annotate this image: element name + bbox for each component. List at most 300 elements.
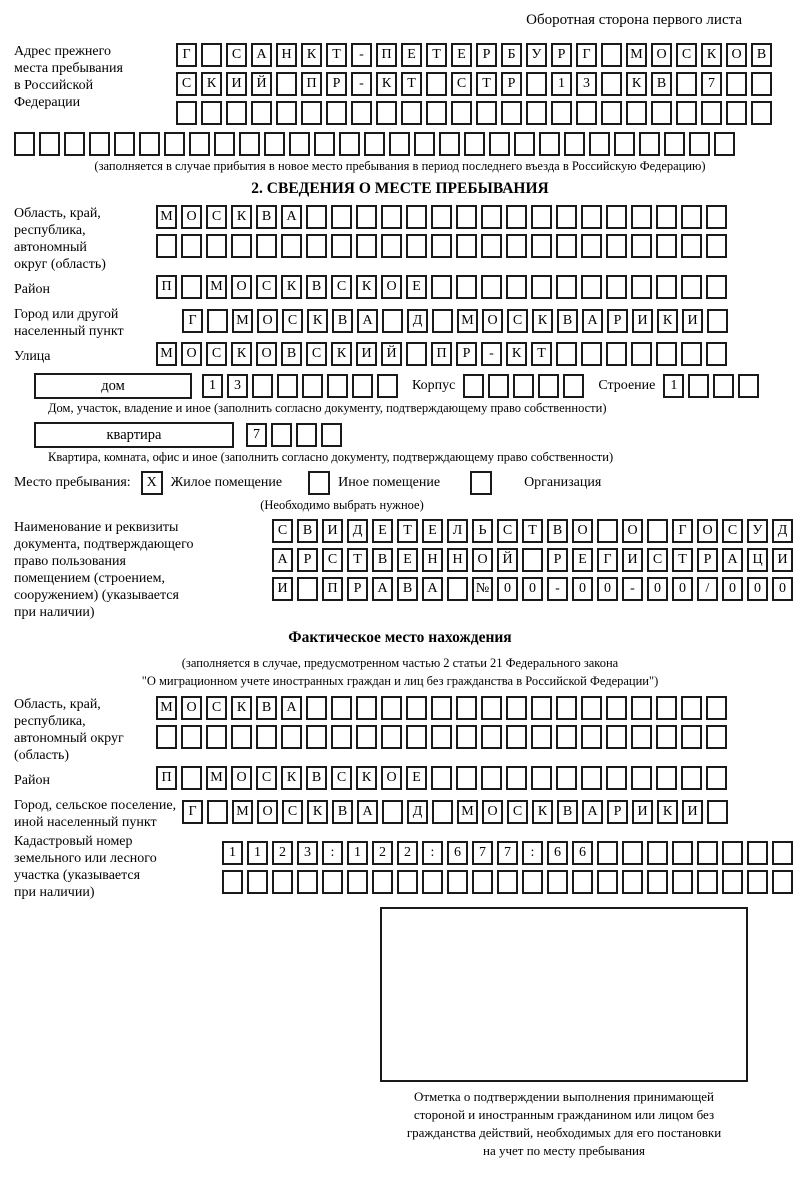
char-cell[interactable] [181,725,202,749]
char-cell[interactable] [406,205,427,229]
char-cell[interactable] [672,870,693,894]
char-cell[interactable] [656,275,677,299]
char-cell[interactable]: С [647,548,668,572]
char-cell[interactable] [201,43,222,67]
char-cell[interactable]: М [232,309,253,333]
char-cell[interactable] [688,374,709,398]
char-cell[interactable] [281,725,302,749]
char-cell[interactable]: П [431,342,452,366]
char-cell[interactable]: 3 [576,72,597,96]
char-cell[interactable] [331,234,352,258]
char-cell[interactable] [231,725,252,749]
char-cell[interactable] [296,423,317,447]
char-cell[interactable] [406,342,427,366]
char-cell[interactable] [738,374,759,398]
char-cell[interactable]: Р [551,43,572,67]
char-cell[interactable] [456,696,477,720]
char-cell[interactable]: С [676,43,697,67]
char-cell[interactable]: Й [381,342,402,366]
char-cell[interactable] [689,132,710,156]
char-cell[interactable]: К [231,696,252,720]
char-cell[interactable] [207,800,228,824]
char-cell[interactable] [381,205,402,229]
char-cell[interactable]: К [376,72,397,96]
char-cell[interactable] [656,766,677,790]
char-cell[interactable]: О [231,766,252,790]
char-cell[interactable] [751,72,772,96]
char-cell[interactable]: Е [422,519,443,543]
char-cell[interactable]: С [497,519,518,543]
char-cell[interactable] [222,870,243,894]
char-cell[interactable]: К [307,800,328,824]
char-cell[interactable]: Й [251,72,272,96]
char-cell[interactable] [681,275,702,299]
char-cell[interactable]: М [156,342,177,366]
char-cell[interactable] [606,696,627,720]
char-cell[interactable]: В [547,519,568,543]
checkbox-organization[interactable] [470,471,492,495]
char-cell[interactable]: 1 [202,374,223,398]
char-cell[interactable] [356,234,377,258]
char-cell[interactable] [297,577,318,601]
char-cell[interactable] [622,870,643,894]
char-cell[interactable]: С [451,72,472,96]
char-cell[interactable] [697,841,718,865]
char-cell[interactable] [481,275,502,299]
char-cell[interactable]: О [181,342,202,366]
char-cell[interactable]: - [351,43,372,67]
char-cell[interactable] [772,841,793,865]
char-cell[interactable]: 0 [672,577,693,601]
char-cell[interactable] [726,101,747,125]
char-cell[interactable]: 7 [472,841,493,865]
char-cell[interactable] [556,342,577,366]
char-cell[interactable]: М [206,275,227,299]
char-cell[interactable]: О [381,275,402,299]
char-cell[interactable]: Т [397,519,418,543]
char-cell[interactable] [397,870,418,894]
char-cell[interactable]: - [547,577,568,601]
char-cell[interactable]: А [372,577,393,601]
char-cell[interactable]: К [201,72,222,96]
char-cell[interactable] [656,725,677,749]
char-cell[interactable]: 0 [522,577,543,601]
char-cell[interactable]: 0 [772,577,793,601]
char-cell[interactable] [697,870,718,894]
char-cell[interactable]: О [181,205,202,229]
char-cell[interactable] [631,205,652,229]
char-cell[interactable]: С [176,72,197,96]
char-cell[interactable] [364,132,385,156]
char-cell[interactable]: Т [426,43,447,67]
char-cell[interactable]: 0 [572,577,593,601]
char-cell[interactable]: О [181,696,202,720]
char-cell[interactable]: К [281,766,302,790]
char-cell[interactable] [281,234,302,258]
char-cell[interactable] [264,132,285,156]
char-cell[interactable] [551,101,572,125]
char-cell[interactable] [501,101,522,125]
char-cell[interactable]: В [297,519,318,543]
char-cell[interactable] [64,132,85,156]
char-cell[interactable] [622,841,643,865]
char-cell[interactable] [656,205,677,229]
char-cell[interactable]: О [622,519,643,543]
house-type-box[interactable]: дом [34,373,192,399]
char-cell[interactable]: Г [672,519,693,543]
char-cell[interactable]: Г [597,548,618,572]
char-cell[interactable] [339,132,360,156]
char-cell[interactable] [597,870,618,894]
char-cell[interactable] [747,841,768,865]
char-cell[interactable] [439,132,460,156]
char-cell[interactable]: М [156,696,177,720]
char-cell[interactable] [506,275,527,299]
char-cell[interactable] [626,101,647,125]
char-cell[interactable]: Н [447,548,468,572]
char-cell[interactable] [406,696,427,720]
char-cell[interactable]: 3 [297,841,318,865]
char-cell[interactable]: В [751,43,772,67]
char-cell[interactable]: П [301,72,322,96]
char-cell[interactable] [506,696,527,720]
char-cell[interactable]: С [256,766,277,790]
char-cell[interactable] [556,725,577,749]
char-cell[interactable] [606,234,627,258]
char-cell[interactable] [614,132,635,156]
char-cell[interactable]: 0 [647,577,668,601]
char-cell[interactable] [707,309,728,333]
char-cell[interactable] [606,342,627,366]
char-cell[interactable]: К [506,342,527,366]
char-cell[interactable] [681,696,702,720]
char-cell[interactable]: В [306,766,327,790]
char-cell[interactable] [531,696,552,720]
char-cell[interactable] [256,725,277,749]
char-cell[interactable]: Р [476,43,497,67]
char-cell[interactable]: А [281,696,302,720]
char-cell[interactable]: С [507,309,528,333]
char-cell[interactable] [681,766,702,790]
char-cell[interactable] [506,725,527,749]
char-cell[interactable]: И [226,72,247,96]
char-cell[interactable] [681,234,702,258]
char-cell[interactable]: О [381,766,402,790]
char-cell[interactable]: Т [326,43,347,67]
char-cell[interactable] [681,205,702,229]
char-cell[interactable] [326,101,347,125]
char-cell[interactable]: Т [522,519,543,543]
char-cell[interactable] [481,234,502,258]
char-cell[interactable] [372,870,393,894]
char-cell[interactable] [481,696,502,720]
char-cell[interactable]: В [332,800,353,824]
char-cell[interactable] [707,800,728,824]
char-cell[interactable] [606,205,627,229]
char-cell[interactable] [181,275,202,299]
char-cell[interactable]: К [231,342,252,366]
char-cell[interactable] [431,205,452,229]
char-cell[interactable]: 2 [272,841,293,865]
char-cell[interactable] [701,101,722,125]
char-cell[interactable] [597,519,618,543]
char-cell[interactable] [556,275,577,299]
char-cell[interactable]: К [231,205,252,229]
char-cell[interactable] [522,548,543,572]
char-cell[interactable]: К [626,72,647,96]
char-cell[interactable] [581,766,602,790]
char-cell[interactable] [606,766,627,790]
char-cell[interactable] [563,374,584,398]
char-cell[interactable] [647,841,668,865]
char-cell[interactable]: Р [607,309,628,333]
char-cell[interactable] [481,205,502,229]
char-cell[interactable]: Ц [747,548,768,572]
char-cell[interactable] [451,101,472,125]
char-cell[interactable] [251,101,272,125]
char-cell[interactable]: А [272,548,293,572]
char-cell[interactable] [497,870,518,894]
char-cell[interactable] [581,696,602,720]
char-cell[interactable] [426,101,447,125]
char-cell[interactable]: К [701,43,722,67]
char-cell[interactable] [456,205,477,229]
char-cell[interactable]: А [582,800,603,824]
char-cell[interactable] [706,205,727,229]
char-cell[interactable] [271,423,292,447]
char-cell[interactable] [639,132,660,156]
char-cell[interactable]: С [282,800,303,824]
char-cell[interactable] [289,132,310,156]
char-cell[interactable] [706,696,727,720]
char-cell[interactable]: Р [501,72,522,96]
char-cell[interactable]: С [206,205,227,229]
char-cell[interactable] [531,725,552,749]
char-cell[interactable]: У [747,519,768,543]
char-cell[interactable] [481,766,502,790]
char-cell[interactable]: У [526,43,547,67]
char-cell[interactable]: - [351,72,372,96]
char-cell[interactable] [751,101,772,125]
char-cell[interactable]: 6 [547,841,568,865]
char-cell[interactable]: М [457,309,478,333]
char-cell[interactable] [376,101,397,125]
char-cell[interactable] [651,101,672,125]
char-cell[interactable] [456,766,477,790]
char-cell[interactable]: О [256,342,277,366]
char-cell[interactable] [156,234,177,258]
char-cell[interactable] [256,234,277,258]
char-cell[interactable] [506,234,527,258]
char-cell[interactable]: В [557,309,578,333]
char-cell[interactable] [539,132,560,156]
char-cell[interactable] [581,342,602,366]
char-cell[interactable] [406,725,427,749]
char-cell[interactable]: С [507,800,528,824]
char-cell[interactable] [601,43,622,67]
char-cell[interactable]: О [482,800,503,824]
char-cell[interactable] [206,725,227,749]
char-cell[interactable] [664,132,685,156]
char-cell[interactable]: Е [372,519,393,543]
char-cell[interactable] [432,800,453,824]
char-cell[interactable]: Р [347,577,368,601]
char-cell[interactable] [589,132,610,156]
char-cell[interactable] [531,275,552,299]
char-cell[interactable]: 0 [597,577,618,601]
char-cell[interactable] [606,725,627,749]
char-cell[interactable] [272,870,293,894]
char-cell[interactable]: Е [451,43,472,67]
char-cell[interactable]: О [257,800,278,824]
apartment-type-box[interactable]: квартира [34,422,234,448]
char-cell[interactable]: М [626,43,647,67]
char-cell[interactable] [301,101,322,125]
char-cell[interactable] [597,841,618,865]
char-cell[interactable] [156,725,177,749]
char-cell[interactable]: И [772,548,793,572]
char-cell[interactable] [681,342,702,366]
char-cell[interactable]: 3 [227,374,248,398]
char-cell[interactable]: К [657,800,678,824]
char-cell[interactable] [239,132,260,156]
char-cell[interactable]: А [357,800,378,824]
char-cell[interactable]: М [232,800,253,824]
char-cell[interactable]: И [632,800,653,824]
char-cell[interactable]: - [622,577,643,601]
char-cell[interactable] [506,766,527,790]
char-cell[interactable] [277,374,298,398]
char-cell[interactable]: Н [276,43,297,67]
char-cell[interactable]: И [356,342,377,366]
char-cell[interactable]: С [206,342,227,366]
char-cell[interactable]: В [256,205,277,229]
char-cell[interactable] [581,275,602,299]
char-cell[interactable]: Г [576,43,597,67]
char-cell[interactable]: Л [447,519,468,543]
char-cell[interactable] [601,101,622,125]
char-cell[interactable] [322,870,343,894]
char-cell[interactable] [631,696,652,720]
char-cell[interactable] [447,870,468,894]
char-cell[interactable]: Ь [472,519,493,543]
char-cell[interactable] [472,870,493,894]
char-cell[interactable] [431,725,452,749]
char-cell[interactable]: Р [547,548,568,572]
char-cell[interactable] [713,374,734,398]
char-cell[interactable] [476,101,497,125]
char-cell[interactable] [214,132,235,156]
char-cell[interactable]: И [272,577,293,601]
char-cell[interactable]: С [322,548,343,572]
char-cell[interactable] [356,725,377,749]
char-cell[interactable] [377,374,398,398]
char-cell[interactable]: О [651,43,672,67]
char-cell[interactable]: С [256,275,277,299]
char-cell[interactable] [331,696,352,720]
char-cell[interactable] [352,374,373,398]
char-cell[interactable]: К [331,342,352,366]
char-cell[interactable] [314,132,335,156]
char-cell[interactable]: А [422,577,443,601]
char-cell[interactable]: А [582,309,603,333]
char-cell[interactable] [431,766,452,790]
char-cell[interactable] [306,205,327,229]
char-cell[interactable] [556,234,577,258]
char-cell[interactable] [406,234,427,258]
char-cell[interactable] [531,205,552,229]
char-cell[interactable] [356,696,377,720]
char-cell[interactable]: К [356,766,377,790]
checkbox-residential-premises[interactable]: X [141,471,163,495]
char-cell[interactable] [601,72,622,96]
char-cell[interactable] [181,766,202,790]
char-cell[interactable]: С [272,519,293,543]
char-cell[interactable]: Е [406,766,427,790]
char-cell[interactable] [347,870,368,894]
char-cell[interactable] [401,101,422,125]
char-cell[interactable]: Р [326,72,347,96]
char-cell[interactable]: 0 [747,577,768,601]
char-cell[interactable] [772,870,793,894]
char-cell[interactable] [656,696,677,720]
char-cell[interactable]: 7 [246,423,267,447]
char-cell[interactable]: И [632,309,653,333]
char-cell[interactable]: Г [182,800,203,824]
char-cell[interactable] [431,696,452,720]
char-cell[interactable] [432,309,453,333]
char-cell[interactable]: 6 [572,841,593,865]
char-cell[interactable] [526,72,547,96]
char-cell[interactable]: А [722,548,743,572]
char-cell[interactable] [414,132,435,156]
char-cell[interactable]: - [481,342,502,366]
char-cell[interactable]: К [532,309,553,333]
char-cell[interactable] [531,234,552,258]
char-cell[interactable] [631,342,652,366]
char-cell[interactable] [526,101,547,125]
char-cell[interactable]: И [682,800,703,824]
char-cell[interactable] [576,101,597,125]
char-cell[interactable]: Е [397,548,418,572]
char-cell[interactable] [656,342,677,366]
char-cell[interactable] [488,374,509,398]
char-cell[interactable]: 1 [551,72,572,96]
char-cell[interactable]: А [251,43,272,67]
char-cell[interactable]: Р [697,548,718,572]
char-cell[interactable] [302,374,323,398]
char-cell[interactable] [464,132,485,156]
char-cell[interactable] [722,841,743,865]
char-cell[interactable] [382,800,403,824]
char-cell[interactable]: К [307,309,328,333]
char-cell[interactable]: 1 [247,841,268,865]
char-cell[interactable] [306,696,327,720]
char-cell[interactable]: 2 [372,841,393,865]
char-cell[interactable]: О [472,548,493,572]
char-cell[interactable] [522,870,543,894]
char-cell[interactable] [606,275,627,299]
char-cell[interactable] [306,234,327,258]
char-cell[interactable]: С [722,519,743,543]
char-cell[interactable] [206,234,227,258]
char-cell[interactable] [201,101,222,125]
char-cell[interactable]: В [372,548,393,572]
char-cell[interactable]: Р [607,800,628,824]
char-cell[interactable]: С [226,43,247,67]
char-cell[interactable] [714,132,735,156]
char-cell[interactable] [276,101,297,125]
